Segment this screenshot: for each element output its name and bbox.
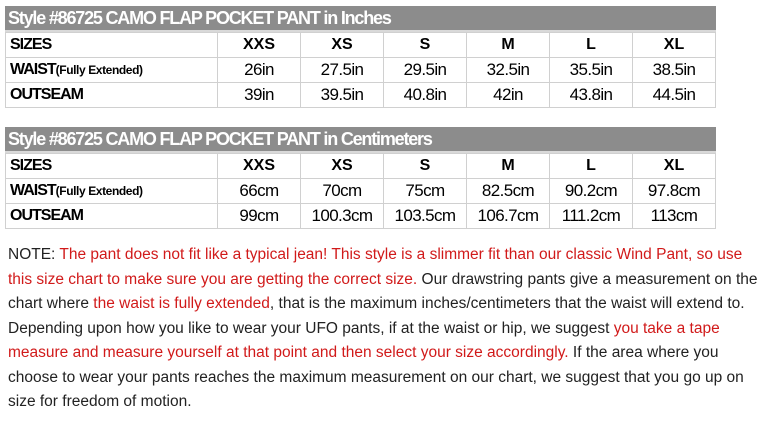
table-row <box>6 204 716 229</box>
sizes-label: SIZES <box>6 33 218 58</box>
note-emphasis: The pant does not fit like a typical jean! This style is a slimmer fit than our classic Wind Pant, so use this size chart to make sure you are getting the correct size. <box>8 246 743 288</box>
measurement-cell: 43.8in <box>550 83 633 108</box>
measurement-cell: 90.2cm <box>550 179 633 204</box>
measurement-cell: 32.5in <box>467 58 550 83</box>
measurement-cell: 82.5cm <box>467 179 550 204</box>
size-header: M <box>467 33 550 58</box>
header-row <box>6 154 716 179</box>
measurement-cell: 29.5in <box>384 58 467 83</box>
note-text: Our drawstring pants give a measurement on the chart where <box>8 270 758 312</box>
centimeters-table-title: Style #86725 CAMO FLAP POCKET PANT in Centimeters <box>5 127 716 153</box>
note-emphasis: you take a tape measure and measure yourself at that point and then select your size accordingly. <box>8 319 720 361</box>
measurement-cell: 26in <box>218 58 301 83</box>
note-text: , that is the maximum inches/centimeters that the waist will extend to. Depending upon how you like to wear your UFO pants, if at the waist or hip, we suggest <box>8 295 745 337</box>
centimeters-size-table <box>5 127 716 229</box>
size-header: XXS <box>218 33 301 58</box>
header-row <box>6 33 716 58</box>
size-header: XL <box>633 33 716 58</box>
waist-row-label <box>6 58 218 83</box>
size-header: L <box>550 33 633 58</box>
note-emphasis: the waist is fully extended <box>93 295 270 312</box>
measurement-cell: 100.3cm <box>301 204 384 229</box>
note-text: If the area where you choose to wear your pants reaches the maximum measurement on our chart, we suggest that you go up on size for freedom of motion. <box>8 344 744 410</box>
size-header: L <box>550 154 633 179</box>
row-sublabel: (Fully Extended) <box>55 184 143 198</box>
size-header: XS <box>301 33 384 58</box>
measurement-cell: 113cm <box>633 204 716 229</box>
measurement-cell: 106.7cm <box>467 204 550 229</box>
row-label: WAIST <box>10 61 56 78</box>
size-header: XL <box>633 154 716 179</box>
note-text: NOTE: <box>8 246 60 263</box>
measurement-cell: 42in <box>467 83 550 108</box>
fit-note <box>8 243 770 415</box>
inches-table-title: Style #86725 CAMO FLAP POCKET PANT in Inches <box>5 6 716 32</box>
measurement-cell: 35.5in <box>550 58 633 83</box>
measurement-cell: 40.8in <box>384 83 467 108</box>
measurement-cell: 39in <box>218 83 301 108</box>
size-header: XXS <box>218 154 301 179</box>
measurement-cell: 99cm <box>218 204 301 229</box>
measurement-cell: 27.5in <box>301 58 384 83</box>
table-row <box>6 83 716 108</box>
measurement-cell: 44.5in <box>633 83 716 108</box>
outseam-row-label <box>6 83 218 108</box>
size-header: M <box>467 154 550 179</box>
centimeters-size-grid <box>5 153 716 229</box>
row-sublabel: (Fully Extended) <box>55 63 143 77</box>
waist-row-label <box>6 179 218 204</box>
measurement-cell: 111.2cm <box>550 204 633 229</box>
size-header: S <box>384 154 467 179</box>
row-label: WAIST <box>10 182 56 199</box>
measurement-cell: 97.8cm <box>633 179 716 204</box>
measurement-cell: 39.5in <box>301 83 384 108</box>
measurement-cell: 75cm <box>384 179 467 204</box>
table-row <box>6 179 716 204</box>
outseam-row-label <box>6 204 218 229</box>
measurement-cell: 66cm <box>218 179 301 204</box>
size-header: XS <box>301 154 384 179</box>
row-label: OUTSEAM <box>10 86 83 103</box>
size-header: S <box>384 33 467 58</box>
inches-size-table <box>5 6 716 108</box>
sizes-label: SIZES <box>6 154 218 179</box>
table-row <box>6 58 716 83</box>
measurement-cell: 103.5cm <box>384 204 467 229</box>
row-label: OUTSEAM <box>10 207 83 224</box>
inches-size-grid <box>5 32 716 108</box>
measurement-cell: 38.5in <box>633 58 716 83</box>
measurement-cell: 70cm <box>301 179 384 204</box>
